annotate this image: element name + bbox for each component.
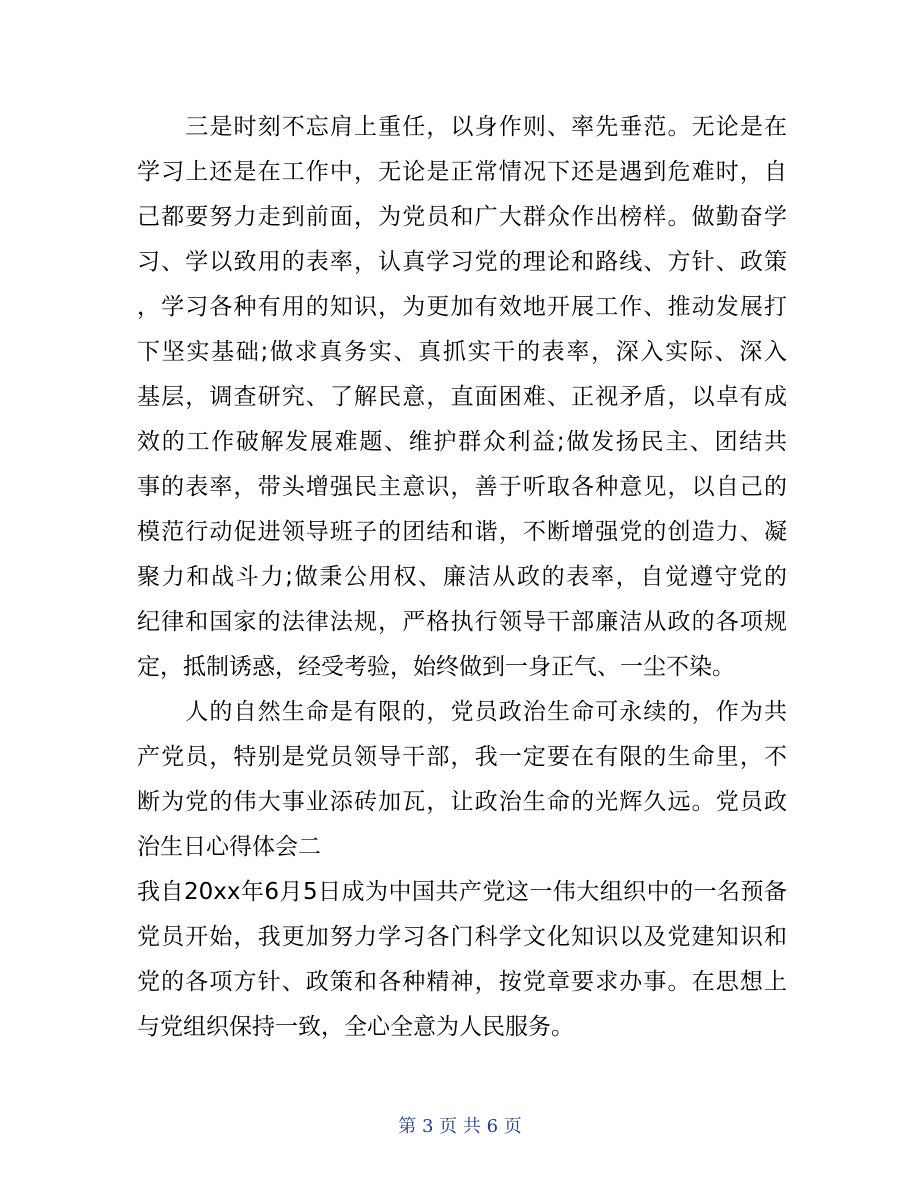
text-line: 下坚实基础;做求真务实、真抓实干的表率，深入实际、深入 xyxy=(137,339,787,365)
text-line: 基层，调查研究、了解民意，直面困难、正视矛盾，以卓有成 xyxy=(137,384,787,410)
text-line: ，学习各种有用的知识，为更加有效地开展工作、推动发展打 xyxy=(137,294,787,320)
text-line: 与党组织保持一致，全心全意为人民服务。 xyxy=(137,1014,574,1040)
text-line: 我自20xx年6月5日成为中国共产党这一伟大组织中的一名预备 xyxy=(137,879,787,905)
text-line: 模范行动促进领导班子的团结和谐，不断增强党的创造力、凝 xyxy=(137,519,787,545)
text-line: 纪律和国家的法律法规，严格执行领导干部廉洁从政的各项规 xyxy=(137,609,787,635)
text-line: 学习上还是在工作中，无论是正常情况下还是遇到危难时，自 xyxy=(137,159,787,185)
text-line: 三是时刻不忘肩上重任，以身作则、率先垂范。无论是在 xyxy=(137,114,787,140)
page-number-footer: 第 3 页 共 6 页 xyxy=(398,1116,522,1137)
text-line: 人的自然生命是有限的，党员政治生命可永续的，作为共 xyxy=(137,699,787,725)
text-line: 效的工作破解发展难题、维护群众利益;做发扬民主、团结共 xyxy=(137,429,787,455)
text-line: 党员开始，我更加努力学习各门科学文化知识以及党建知识和 xyxy=(137,924,787,950)
text-line: 事的表率，带头增强民主意识，善于听取各种意见，以自己的 xyxy=(137,474,787,500)
text-line: 产党员，特别是党员领导干部，我一定要在有限的生命里，不 xyxy=(137,744,787,770)
text-line: 聚力和战斗力;做秉公用权、廉洁从政的表率，自觉遵守党的 xyxy=(137,564,787,590)
text-line: 党的各项方针、政策和各种精神，按党章要求办事。在思想上 xyxy=(137,969,787,995)
document-body xyxy=(137,105,787,1050)
text-line: 定，抵制诱惑，经受考验，始终做到一身正气、一尘不染。 xyxy=(137,654,735,680)
text-line: 治生日心得体会二 xyxy=(137,834,321,860)
text-line: 断为党的伟大事业添砖加瓦，让政治生命的光辉久远。党员政 xyxy=(137,789,787,815)
text-line: 习、学以致用的表率，认真学习党的理论和路线、方针、政策 xyxy=(137,249,787,275)
text-line: 己都要努力走到前面，为党员和广大群众作出榜样。做勤奋学 xyxy=(137,204,787,230)
